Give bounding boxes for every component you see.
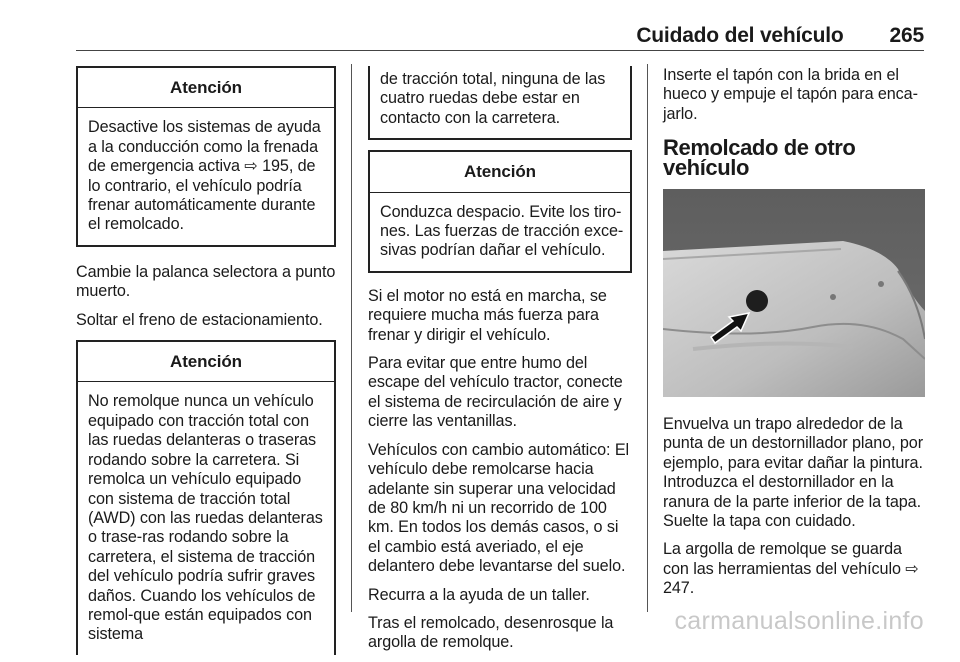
attention-box-title: Atención <box>78 342 334 382</box>
paragraph: Para evitar que entre humo del escape del vehículo tractor, conecte el sistema de recirculación de aire y cierre las ventanillas. <box>368 354 623 431</box>
page-number: 265 <box>889 24 924 47</box>
paragraph: La argolla de remolque se guarda con las herramientas del vehículo ⇨ 247. <box>663 540 919 598</box>
paragraph: Si el motor no está en marcha, se requiere mucha más fuerza para frenar y dirigir el vehículo. <box>368 286 607 344</box>
rear-bumper-photo <box>663 189 925 397</box>
column-1 <box>76 66 336 655</box>
attention-box-text: de tracción total, ninguna de las cuatro ruedas debe estar en contacto con la carretera. <box>380 70 606 127</box>
attention-box-text: Conduzca despacio. Evite los tiro-nes. Las fuerzas de tracción exce-sivas podrían dañar el vehículo. <box>380 202 624 260</box>
attention-box-text: No remolque nunca un vehículo equipado con tracción total con las ruedas delanteras o traseras rodando sobre la carretera. Si remolca un vehículo equipado con sistema de tracción total (AWD) con las ruedas delanteras o trase-ras rodando sobre la carretera, el sistema de tracción del vehículo podría sufrir graves daños. Cuando los vehículos de remol-que están equipados con sistema <box>88 392 323 644</box>
section-title: Remolcado de otro vehículo <box>663 135 856 180</box>
attention-box-3 <box>368 150 632 273</box>
paragraph: Cambie la palanca selectora a punto muerto. <box>76 262 336 301</box>
attention-box-2 <box>76 340 336 655</box>
attention-box-2-continued <box>368 66 632 140</box>
attention-box-title: Atención <box>78 68 334 108</box>
paragraph: Vehículos con cambio automático: El vehículo debe remolcarse hacia adelante sin superar una velocidad de 80 km/h ni un recorrido de 100 km. En todos los demás casos, o si el cambio está averiado, el eje delantero debe levantarse del suelo. <box>368 440 630 576</box>
attention-box-1 <box>76 66 336 247</box>
rear-bumper-illustration <box>663 189 925 397</box>
column-2 <box>368 66 632 662</box>
column-divider-1 <box>351 64 352 612</box>
header-rule <box>76 50 924 51</box>
paragraph: Envuelva un trapo alrededor de la punta de un destornillador plano, por ejemplo, para evitar dañar la pintura. Introduzca el destornillador en la ranura de la parte inferior de la tapa. Suelte la tapa con cuidado. <box>663 415 923 531</box>
paragraph: Inserte el tapón con la brida en el hueco y empuje el tapón para enca-jarlo. <box>663 66 918 123</box>
attention-box-title: Atención <box>370 152 630 192</box>
page-header <box>636 24 924 48</box>
attention-box-text: Desactive los sistemas de ayuda a la conducción como la frenada de emergencia activa ⇨ 195, de lo contrario, el vehículo podría frenar automáticamente durante el remolcado. <box>88 118 321 234</box>
column-divider-2 <box>647 64 648 612</box>
watermark: carmanualsonline.info <box>674 607 924 635</box>
paragraph: Tras el remolcado, desenrosque la argolla de remolque. <box>368 613 614 652</box>
paragraph: Soltar el freno de estacionamiento. <box>76 310 323 329</box>
paragraph: Recurra a la ayuda de un taller. <box>368 585 590 604</box>
section-heading: Cuidado del vehículo <box>636 24 844 47</box>
column-3 <box>663 66 927 608</box>
